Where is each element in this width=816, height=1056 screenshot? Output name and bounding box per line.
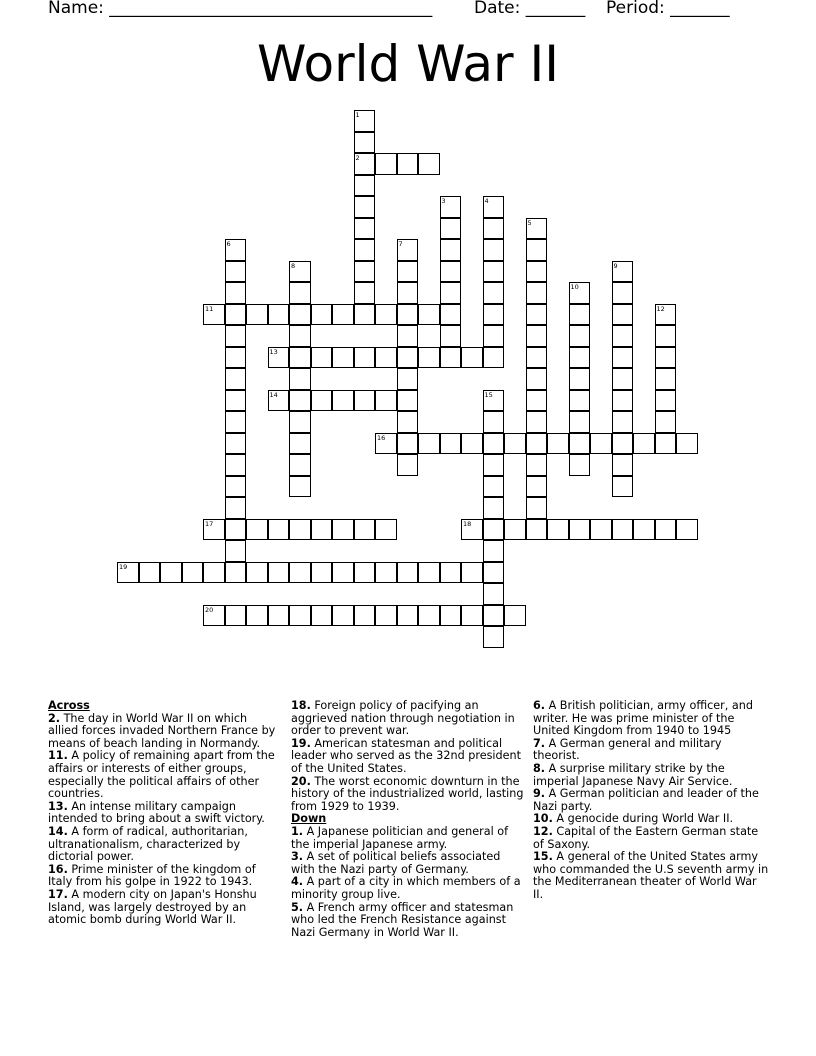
- grid-cell[interactable]: [612, 390, 634, 412]
- grid-cell[interactable]: [418, 153, 440, 175]
- grid-cell[interactable]: [397, 239, 419, 261]
- clue-number: 7: [398, 240, 403, 248]
- grid-cell[interactable]: [268, 304, 290, 326]
- clue-number: 11: [205, 304, 214, 313]
- clue-item: [533, 738, 769, 763]
- grid-cell[interactable]: [569, 433, 591, 455]
- clue-text: A modern city on Japan's Honshu Island, was largely destroyed by an atomic bomb during World War II.: [48, 887, 257, 927]
- clue-text: A form of radical, authoritarian, ultranationalism, characterized by dictorial power.: [48, 824, 248, 864]
- grid-cell[interactable]: [182, 562, 204, 584]
- clue-number: 2: [355, 154, 360, 162]
- grid-cell[interactable]: [225, 261, 247, 283]
- clue-number: 12: [656, 304, 665, 313]
- grid-cell[interactable]: [289, 454, 311, 476]
- grid-cell[interactable]: [526, 261, 548, 283]
- grid-cell[interactable]: [225, 519, 247, 541]
- grid-cell[interactable]: [504, 605, 526, 627]
- grid-cell[interactable]: [332, 304, 354, 326]
- grid-cell[interactable]: [289, 433, 311, 455]
- grid-cell[interactable]: [440, 605, 462, 627]
- grid-cell[interactable]: [289, 325, 311, 347]
- grid-cell[interactable]: [354, 175, 376, 197]
- grid-cell[interactable]: [440, 562, 462, 584]
- clue-item: [533, 851, 769, 901]
- clue-number-label: 14.: [48, 824, 68, 838]
- grid-cell[interactable]: [440, 239, 462, 261]
- grid-cell[interactable]: [289, 368, 311, 390]
- clue-text: Foreign policy of pacifying an aggrieved nation through negotiation in order to prevent war.: [291, 699, 515, 738]
- grid-cell[interactable]: [483, 261, 505, 283]
- clue-number-label: 5.: [291, 900, 304, 914]
- grid-cell[interactable]: [418, 304, 440, 326]
- grid-cell[interactable]: [332, 519, 354, 541]
- clue-number: 1: [355, 111, 360, 119]
- clue-number-label: 4.: [291, 875, 304, 889]
- grid-cell[interactable]: [246, 562, 268, 584]
- clue-text: American statesman and political leader who served as the 32nd president of the United States.: [291, 736, 521, 775]
- grid-cell[interactable]: [268, 562, 290, 584]
- grid-cell[interactable]: [655, 304, 677, 326]
- grid-cell[interactable]: [655, 325, 677, 347]
- grid-cell[interactable]: [526, 497, 548, 519]
- grid-cell[interactable]: [397, 347, 419, 369]
- grid-cell[interactable]: [483, 519, 505, 541]
- grid-cell[interactable]: [526, 218, 548, 240]
- grid-cell[interactable]: [246, 605, 268, 627]
- grid-cell[interactable]: [354, 218, 376, 240]
- clue-item: [291, 738, 525, 776]
- clue-column: [533, 700, 769, 902]
- grid-cell[interactable]: [225, 239, 247, 261]
- clue-item: [48, 801, 280, 826]
- down-heading: Down: [291, 812, 327, 826]
- grid-cell[interactable]: [203, 519, 225, 541]
- grid-cell[interactable]: [526, 347, 548, 369]
- clue-number-label: 20.: [291, 774, 311, 788]
- grid-cell[interactable]: [225, 325, 247, 347]
- date-field-label[interactable]: Date: _______: [474, 0, 586, 18]
- grid-cell[interactable]: [139, 562, 161, 584]
- grid-cell[interactable]: [354, 239, 376, 261]
- grid-cell[interactable]: [461, 519, 483, 541]
- grid-cell[interactable]: [440, 218, 462, 240]
- grid-cell[interactable]: [526, 476, 548, 498]
- grid-cell[interactable]: [655, 347, 677, 369]
- clue-text: A general of the United States army who commanded the U.S seventh army in the Mediterranean theater of World War II.: [533, 850, 769, 901]
- grid-cell[interactable]: [526, 390, 548, 412]
- grid-cell[interactable]: [354, 282, 376, 304]
- clue-item: [291, 876, 525, 901]
- grid-cell[interactable]: [483, 304, 505, 326]
- grid-cell[interactable]: [418, 347, 440, 369]
- grid-cell[interactable]: [483, 454, 505, 476]
- grid-cell[interactable]: [375, 519, 397, 541]
- grid-cell[interactable]: [504, 519, 526, 541]
- grid-cell[interactable]: [676, 519, 698, 541]
- clue-number-label: 2.: [48, 711, 61, 725]
- grid-cell[interactable]: [375, 390, 397, 412]
- grid-cell[interactable]: [397, 261, 419, 283]
- clue-number: 14: [269, 390, 278, 399]
- grid-cell[interactable]: [483, 562, 505, 584]
- clue-number-label: 3.: [291, 850, 304, 864]
- grid-cell[interactable]: [547, 433, 569, 455]
- clue-number-label: 12.: [533, 824, 553, 838]
- clue-number-label: 10.: [533, 812, 553, 826]
- grid-cell[interactable]: [397, 368, 419, 390]
- grid-cell[interactable]: [225, 497, 247, 519]
- grid-cell[interactable]: [612, 454, 634, 476]
- across-heading: Across: [48, 699, 90, 712]
- grid-cell[interactable]: [590, 519, 612, 541]
- grid-cell[interactable]: [225, 605, 247, 627]
- grid-cell[interactable]: [289, 261, 311, 283]
- grid-cell[interactable]: [483, 433, 505, 455]
- grid-cell[interactable]: [397, 411, 419, 433]
- grid-cell[interactable]: [526, 433, 548, 455]
- grid-cell[interactable]: [461, 605, 483, 627]
- period-field-label[interactable]: Period: _______: [606, 0, 730, 18]
- grid-cell[interactable]: [268, 347, 290, 369]
- grid-cell[interactable]: [332, 390, 354, 412]
- grid-cell[interactable]: [397, 605, 419, 627]
- clue-item: [291, 851, 525, 876]
- grid-cell[interactable]: [354, 132, 376, 154]
- grid-cell[interactable]: [569, 390, 591, 412]
- grid-cell[interactable]: [354, 304, 376, 326]
- grid-cell[interactable]: [612, 282, 634, 304]
- grid-cell[interactable]: [655, 390, 677, 412]
- clue-number: 8: [291, 261, 296, 270]
- grid-cell[interactable]: [289, 476, 311, 498]
- grid-cell[interactable]: [440, 325, 462, 347]
- clue-text: Capital of the Eastern German state of Saxony.: [533, 824, 759, 851]
- grid-cell[interactable]: [655, 411, 677, 433]
- grid-cell[interactable]: [590, 433, 612, 455]
- clue-text: The worst economic downturn in the history of the industrialized world, lasting from 1929 to 1939.: [291, 774, 524, 813]
- clue-number: 17: [205, 519, 214, 528]
- grid-cell[interactable]: [397, 304, 419, 326]
- clue-number-label: 16.: [48, 862, 68, 876]
- grid-cell[interactable]: [612, 411, 634, 433]
- grid-cell[interactable]: [225, 454, 247, 476]
- grid-cell[interactable]: [612, 368, 634, 390]
- clue-number: 3: [441, 197, 446, 205]
- clue-number-label: 19.: [291, 736, 311, 750]
- grid-cell[interactable]: [225, 433, 247, 455]
- grid-cell[interactable]: [461, 562, 483, 584]
- grid-cell[interactable]: [225, 304, 247, 326]
- grid-cell[interactable]: [354, 196, 376, 218]
- grid-cell[interactable]: [289, 347, 311, 369]
- grid-cell[interactable]: [375, 153, 397, 175]
- clue-item: [533, 700, 769, 738]
- grid-cell[interactable]: [225, 562, 247, 584]
- grid-cell[interactable]: [311, 304, 333, 326]
- grid-cell[interactable]: [418, 562, 440, 584]
- grid-cell[interactable]: [526, 368, 548, 390]
- grid-cell[interactable]: [397, 433, 419, 455]
- clue-column: [291, 700, 525, 939]
- clue-number-label: 1.: [291, 824, 304, 838]
- grid-cell[interactable]: [375, 433, 397, 455]
- grid-cell[interactable]: [289, 304, 311, 326]
- clue-number: 19: [119, 562, 128, 571]
- grid-cell[interactable]: [483, 411, 505, 433]
- grid-cell[interactable]: [633, 433, 655, 455]
- grid-cell[interactable]: [612, 261, 634, 283]
- clue-number: 5: [527, 218, 532, 227]
- grid-cell[interactable]: [375, 562, 397, 584]
- grid-cell[interactable]: [311, 605, 333, 627]
- grid-cell[interactable]: [397, 454, 419, 476]
- grid-cell[interactable]: [676, 433, 698, 455]
- grid-cell[interactable]: [418, 605, 440, 627]
- grid-cell[interactable]: [289, 605, 311, 627]
- clue-number-label: 18.: [291, 699, 311, 712]
- grid-cell[interactable]: [569, 325, 591, 347]
- grid-cell[interactable]: [440, 304, 462, 326]
- clue-item: [48, 713, 280, 751]
- clue-text: A German general and military theorist.: [533, 736, 722, 763]
- grid-cell[interactable]: [418, 433, 440, 455]
- clue-number: 6: [226, 240, 231, 248]
- clue-number-label: 13.: [48, 799, 68, 813]
- grid-cell[interactable]: [483, 583, 505, 605]
- clue-number-label: 11.: [48, 749, 68, 763]
- grid-cell[interactable]: [526, 454, 548, 476]
- grid-cell[interactable]: [569, 368, 591, 390]
- grid-cell[interactable]: [612, 304, 634, 326]
- grid-cell[interactable]: [225, 282, 247, 304]
- grid-cell[interactable]: [203, 562, 225, 584]
- grid-cell[interactable]: [397, 390, 419, 412]
- grid-cell[interactable]: [225, 540, 247, 562]
- grid-cell[interactable]: [440, 433, 462, 455]
- grid-cell[interactable]: [569, 282, 591, 304]
- grid-cell[interactable]: [354, 110, 376, 132]
- grid-cell[interactable]: [526, 239, 548, 261]
- grid-cell[interactable]: [397, 282, 419, 304]
- clue-column: [48, 700, 280, 927]
- grid-cell[interactable]: [526, 325, 548, 347]
- grid-cell[interactable]: [461, 347, 483, 369]
- grid-cell[interactable]: [354, 261, 376, 283]
- clue-number-label: 15.: [533, 850, 553, 864]
- grid-cell[interactable]: [289, 519, 311, 541]
- grid-cell[interactable]: [289, 411, 311, 433]
- grid-cell[interactable]: [569, 304, 591, 326]
- grid-cell[interactable]: [483, 239, 505, 261]
- grid-cell[interactable]: [203, 304, 225, 326]
- grid-cell[interactable]: [225, 476, 247, 498]
- grid-cell[interactable]: [440, 261, 462, 283]
- grid-cell[interactable]: [633, 519, 655, 541]
- grid-cell[interactable]: [203, 605, 225, 627]
- grid-cell[interactable]: [311, 347, 333, 369]
- grid-cell[interactable]: [483, 325, 505, 347]
- grid-cell[interactable]: [246, 304, 268, 326]
- grid-cell[interactable]: [483, 390, 505, 412]
- clue-number: 4: [484, 197, 489, 205]
- clue-item: [48, 826, 280, 864]
- grid-cell[interactable]: [569, 347, 591, 369]
- grid-cell[interactable]: [268, 390, 290, 412]
- clue-item: [533, 826, 769, 851]
- grid-cell[interactable]: [354, 605, 376, 627]
- clue-text: A part of a city in which members of a minority group live.: [291, 875, 521, 901]
- grid-cell[interactable]: [311, 519, 333, 541]
- clue-number: 15: [484, 390, 493, 399]
- clue-number-label: 7.: [533, 736, 546, 750]
- clue-number: 18: [463, 519, 472, 528]
- clue-text: A Japanese politician and general of the imperial Japanese army.: [291, 824, 509, 851]
- grid-cell[interactable]: [289, 282, 311, 304]
- grid-cell[interactable]: [311, 562, 333, 584]
- clue-item: [291, 700, 525, 738]
- clue-item: [48, 889, 280, 927]
- grid-cell[interactable]: [612, 325, 634, 347]
- grid-cell[interactable]: [225, 411, 247, 433]
- grid-cell[interactable]: [289, 562, 311, 584]
- clue-text: A French army officer and statesman who led the French Resistance against Nazi Germany in World War II.: [291, 900, 514, 939]
- grid-cell[interactable]: [461, 433, 483, 455]
- grid-cell[interactable]: [332, 605, 354, 627]
- grid-cell[interactable]: [483, 626, 505, 648]
- grid-cell[interactable]: [354, 390, 376, 412]
- clue-item: [291, 776, 525, 814]
- grid-cell[interactable]: [375, 605, 397, 627]
- grid-cell[interactable]: [547, 519, 569, 541]
- grid-cell[interactable]: [332, 562, 354, 584]
- clue-text: An intense military campaign intended to bring about a swift victory.: [48, 799, 265, 826]
- grid-cell[interactable]: [569, 519, 591, 541]
- clue-number-label: 9.: [533, 787, 546, 801]
- clue-number-label: 8.: [533, 761, 546, 775]
- clue-text: A genocide during World War II.: [552, 812, 734, 826]
- clue-text: A surprise military strike by the imperial Japanese Navy Air Service.: [533, 761, 733, 788]
- clue-item: [291, 826, 525, 851]
- grid-cell[interactable]: [483, 218, 505, 240]
- grid-cell[interactable]: [289, 390, 311, 412]
- clue-number: 9: [613, 261, 618, 270]
- grid-cell[interactable]: [612, 347, 634, 369]
- grid-cell[interactable]: [440, 282, 462, 304]
- clue-text: A German politician and leader of the Nazi party.: [533, 787, 759, 813]
- clue-number-label: 17.: [48, 887, 68, 901]
- grid-cell[interactable]: [526, 519, 548, 541]
- grid-cell[interactable]: [569, 411, 591, 433]
- grid-cell[interactable]: [375, 347, 397, 369]
- clue-text: A policy of remaining apart from the affairs or interests of either groups, especially the political affairs of other countries.: [48, 749, 275, 801]
- grid-cell[interactable]: [483, 196, 505, 218]
- grid-cell[interactable]: [655, 519, 677, 541]
- clue-text: A set of political beliefs associated with the Nazi party of Germany.: [291, 850, 501, 876]
- grid-cell[interactable]: [440, 347, 462, 369]
- grid-cell[interactable]: [225, 347, 247, 369]
- grid-cell[interactable]: [440, 196, 462, 218]
- clue-item: [48, 750, 280, 800]
- clue-item: [48, 864, 280, 889]
- grid-cell[interactable]: [375, 304, 397, 326]
- grid-cell[interactable]: [311, 390, 333, 412]
- grid-cell[interactable]: [483, 540, 505, 562]
- grid-cell[interactable]: [483, 476, 505, 498]
- grid-cell[interactable]: [332, 347, 354, 369]
- clue-number-label: 6.: [533, 699, 546, 712]
- grid-cell[interactable]: [526, 282, 548, 304]
- grid-cell[interactable]: [483, 605, 505, 627]
- clue-number: 13: [269, 347, 278, 356]
- clue-item: [533, 763, 769, 788]
- grid-cell[interactable]: [569, 454, 591, 476]
- name-field-label[interactable]: Name: ______________________________________: [48, 0, 433, 18]
- grid-cell[interactable]: [225, 390, 247, 412]
- grid-cell[interactable]: [483, 282, 505, 304]
- clue-number: 20: [205, 605, 214, 614]
- grid-cell[interactable]: [397, 153, 419, 175]
- grid-cell[interactable]: [354, 347, 376, 369]
- grid-cell[interactable]: [354, 153, 376, 175]
- grid-cell[interactable]: [504, 433, 526, 455]
- grid-cell[interactable]: [483, 497, 505, 519]
- grid-cell[interactable]: [354, 519, 376, 541]
- clue-text: A British politician, army officer, and writer. He was prime minister of the United Kingdom from 1940 to 1945: [533, 699, 753, 738]
- grid-cell[interactable]: [526, 411, 548, 433]
- grid-cell[interactable]: [268, 519, 290, 541]
- grid-cell[interactable]: [655, 433, 677, 455]
- grid-cell[interactable]: [483, 347, 505, 369]
- grid-cell[interactable]: [397, 325, 419, 347]
- grid-cell[interactable]: [526, 304, 548, 326]
- grid-cell[interactable]: [246, 519, 268, 541]
- grid-cell[interactable]: [612, 476, 634, 498]
- grid-cell[interactable]: [397, 562, 419, 584]
- grid-cell[interactable]: [655, 368, 677, 390]
- grid-cell[interactable]: [268, 605, 290, 627]
- grid-cell[interactable]: [160, 562, 182, 584]
- grid-cell[interactable]: [612, 433, 634, 455]
- grid-cell[interactable]: [117, 562, 139, 584]
- clue-text: Prime minister of the kingdom of Italy from his golpe in 1922 to 1943.: [48, 862, 256, 889]
- clue-number: 10: [570, 283, 579, 291]
- page-title: World War II: [256, 35, 559, 93]
- clue-number: 16: [377, 433, 386, 442]
- clue-item: [291, 902, 525, 940]
- clue-text: The day in World War II on which allied forces invaded Northern France by means of beach landing in Normandy.: [48, 711, 276, 750]
- clue-item: [533, 788, 769, 813]
- grid-cell[interactable]: [354, 562, 376, 584]
- grid-cell[interactable]: [225, 368, 247, 390]
- grid-cell[interactable]: [612, 519, 634, 541]
